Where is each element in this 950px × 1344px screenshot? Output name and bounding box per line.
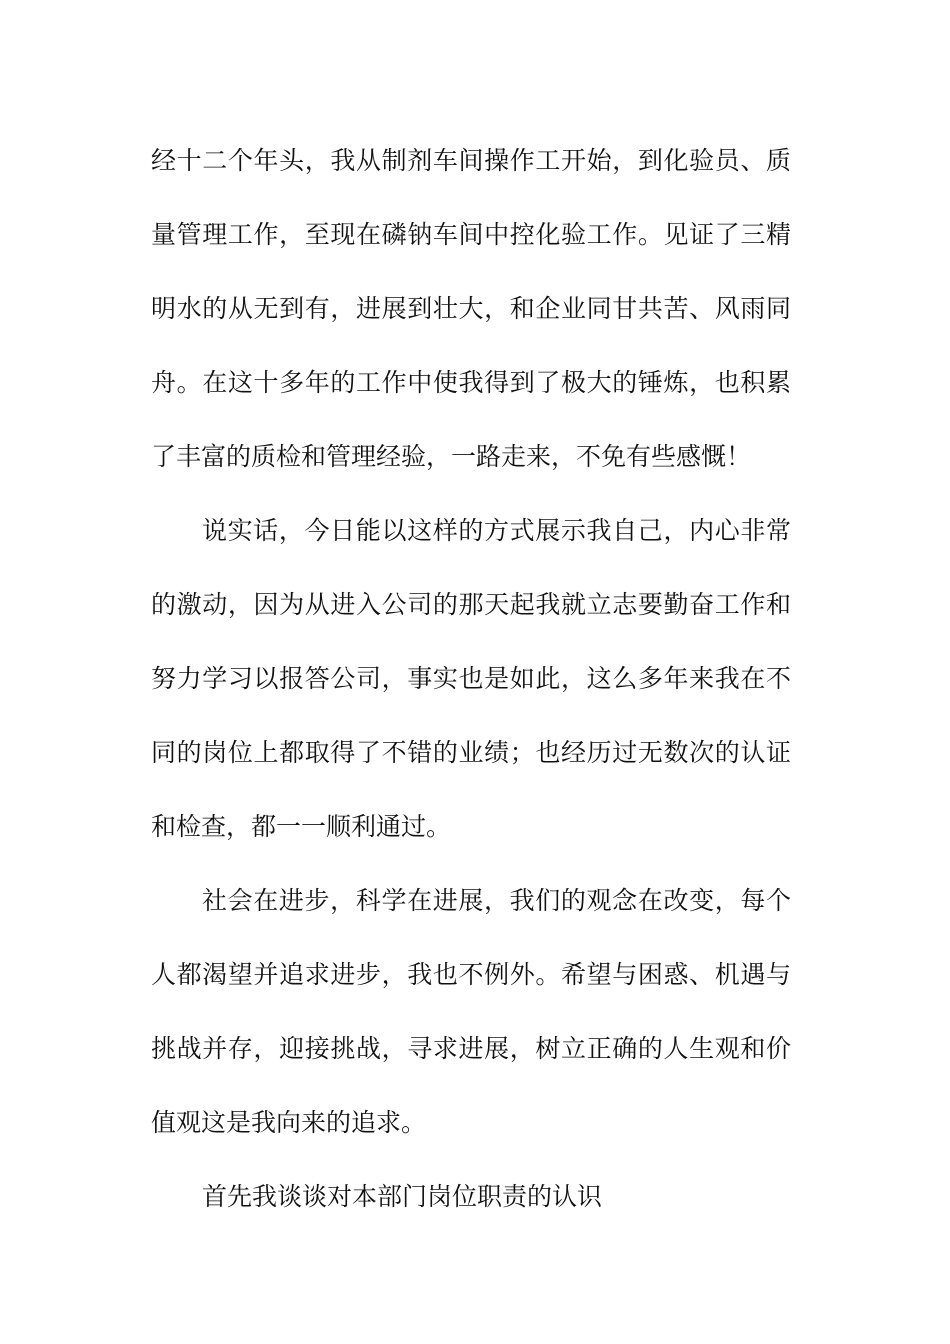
text-line: 了丰富的质检和管理经验，一路走来，不免有些感慨！ — [151, 442, 752, 471]
text-line: 同的岗位上都取得了不错的业绩；也经历过无数次的认证 — [151, 738, 791, 767]
document-body — [151, 124, 791, 1234]
text-line: 的激动，因为从进入公司的那天起我就立志要勤奋工作和 — [151, 590, 791, 619]
paragraph-experience — [151, 124, 791, 494]
text-line: 和检查，都一一顺利通过。 — [151, 812, 452, 841]
text-line: 量管理工作，至现在磷钠车间中控化验工作。见证了三精 — [151, 220, 791, 249]
text-line: 人都渴望并追求进步，我也不例外。希望与困惑、机遇与 — [151, 960, 791, 989]
text-line: 明水的从无到有，进展到壮大，和企业同甘共苦、风雨同 — [151, 294, 791, 323]
paragraph-progress — [151, 864, 791, 1160]
text-line: 努力学习以报答公司，事实也是如此，这么多年来我在不 — [151, 664, 791, 693]
paragraph-responsibilities-heading — [151, 1160, 791, 1234]
text-line: 舟。在这十多年的工作中使我得到了极大的锤炼，也积累 — [151, 368, 791, 397]
text-line: 挑战并存，迎接挑战，寻求进展，树立正确的人生观和价 — [151, 1034, 791, 1063]
text-line: 说实话，今日能以这样的方式展示我自己，内心非常 — [202, 516, 791, 545]
paragraph-honesty — [151, 494, 791, 864]
text-line: 首先我谈谈对本部门岗位职责的认识 — [202, 1182, 603, 1211]
text-line: 值观这是我向来的追求。 — [151, 1108, 427, 1137]
text-line: 经十二个年头，我从制剂车间操作工开始，到化验员、质 — [151, 146, 791, 175]
text-line: 社会在进步，科学在进展，我们的观念在改变，每个 — [202, 886, 791, 915]
